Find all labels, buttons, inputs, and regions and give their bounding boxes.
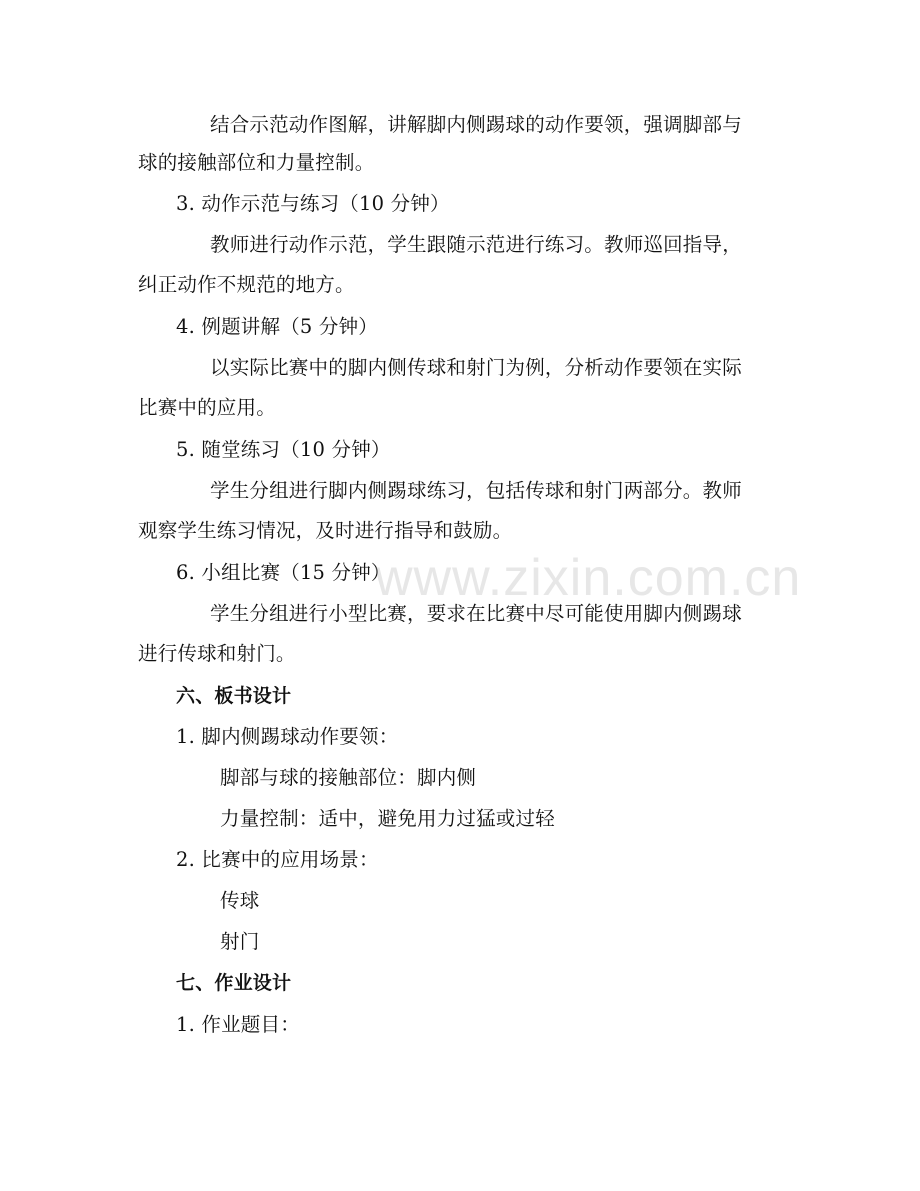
list-item-heading: 2. 比赛中的应用场景： bbox=[176, 848, 379, 871]
board-item: 传球 bbox=[220, 889, 260, 912]
list-item-heading: 1. 作业题目： bbox=[176, 1013, 300, 1036]
list-item-heading: 3. 动作示范与练习（10 分钟） bbox=[176, 192, 450, 215]
section-heading: 六、板书设计 bbox=[176, 685, 292, 707]
paragraph-line: 以实际比赛中的脚内侧传球和射门为例，分析动作要领在实际 bbox=[210, 356, 742, 379]
board-item: 脚部与球的接触部位：脚内侧 bbox=[220, 766, 477, 789]
list-item-heading: 4. 例题讲解（5 分钟） bbox=[176, 315, 379, 338]
paragraph-line: 球的接触部位和力量控制。 bbox=[138, 151, 375, 174]
watermark: www.zixin.com.cn bbox=[375, 549, 802, 607]
paragraph-line: 学生分组进行小型比赛，要求在比赛中尽可能使用脚内侧踢球 bbox=[210, 602, 742, 625]
paragraph-line: 观察学生练习情况，及时进行指导和鼓励。 bbox=[138, 519, 513, 542]
paragraph-line: 学生分组进行脚内侧踢球练习，包括传球和射门两部分。教师 bbox=[210, 479, 742, 502]
list-item-heading: 5. 随堂练习（10 分钟） bbox=[176, 438, 391, 461]
paragraph-line: 教师进行动作示范，学生跟随示范进行练习。教师巡回指导， bbox=[210, 233, 742, 256]
board-item: 力量控制：适中，避免用力过猛或过轻 bbox=[220, 807, 555, 830]
paragraph-line: 结合示范动作图解，讲解脚内侧踢球的动作要领，强调脚部与 bbox=[210, 113, 742, 136]
paragraph-line: 纠正动作不规范的地方。 bbox=[138, 273, 355, 296]
section-heading: 七、作业设计 bbox=[176, 972, 292, 994]
paragraph-line: 比赛中的应用。 bbox=[138, 396, 276, 419]
list-item-heading: 1. 脚内侧踢球动作要领： bbox=[176, 725, 399, 748]
list-item-heading: 6. 小组比赛（15 分钟） bbox=[176, 561, 391, 584]
paragraph-line: 进行传球和射门。 bbox=[138, 642, 296, 665]
board-item: 射门 bbox=[220, 930, 260, 953]
